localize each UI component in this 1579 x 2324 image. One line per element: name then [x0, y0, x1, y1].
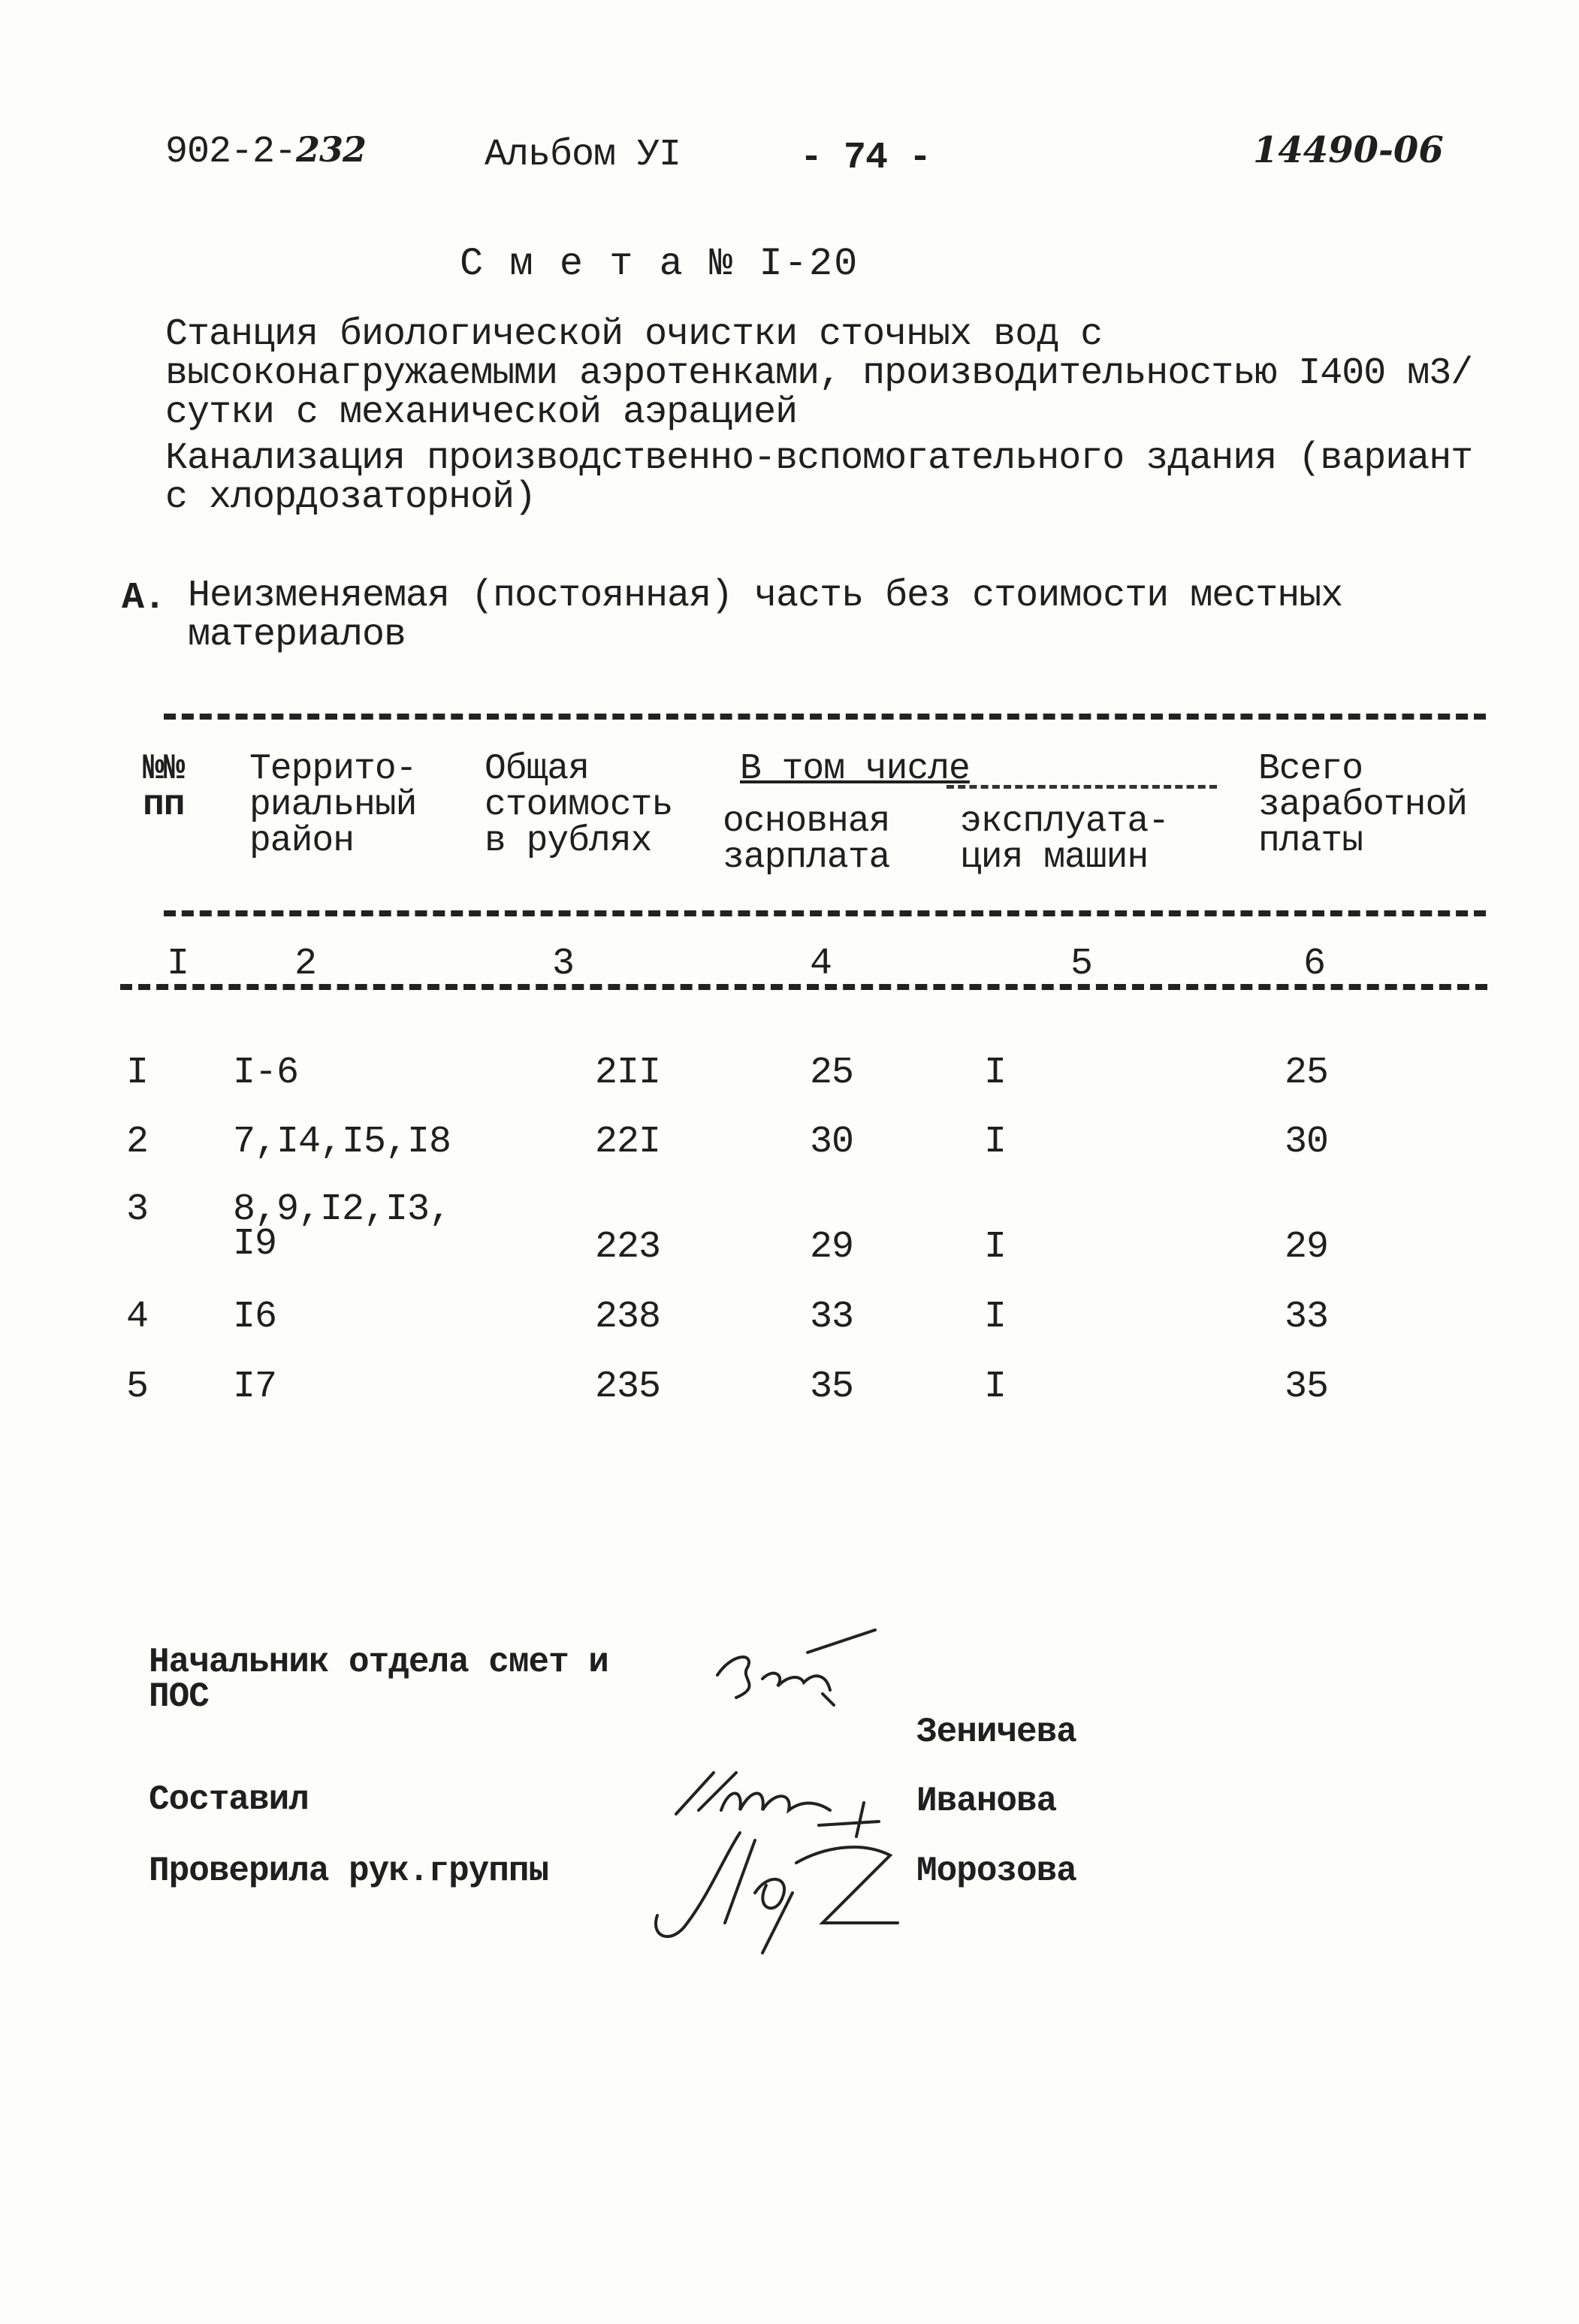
row3-num: 3	[126, 1188, 149, 1231]
row2-region: 7,I4,I5,I8	[233, 1121, 451, 1164]
signer-1-name: Зеничева	[916, 1713, 1076, 1752]
col-num-2: 2	[294, 943, 317, 985]
row1-region: I-6	[233, 1052, 299, 1094]
row3-salary: 29	[810, 1226, 854, 1269]
row2-total: 22I	[595, 1121, 661, 1164]
signature-3-handwritten	[642, 1810, 920, 1960]
row3-total: 223	[595, 1226, 661, 1269]
row4-total: 238	[595, 1296, 661, 1339]
row1-wage: 25	[1285, 1052, 1329, 1094]
col-num-4: 4	[810, 943, 832, 985]
project-description: Станция биологической очистки сточных вод с высоконагружаемыми аэротенками, производительностью I400 м3/сутки с механической аэрацией	[165, 313, 1473, 434]
col-num-rule	[120, 984, 1487, 990]
row4-wage: 33	[1285, 1296, 1329, 1339]
archive-number: 14490-06	[1253, 129, 1444, 171]
row1-salary: 25	[810, 1052, 854, 1094]
row5-total: 235	[595, 1366, 661, 1408]
signer-3-role: Проверила рук.группы	[149, 1852, 549, 1891]
including-rule	[946, 785, 1217, 789]
row2-machines: I	[984, 1121, 1007, 1164]
row5-num: 5	[126, 1366, 149, 1408]
row5-salary: 35	[810, 1366, 854, 1408]
project-code-hand: 232	[296, 129, 367, 170]
row5-wage: 35	[1285, 1366, 1329, 1408]
page-number: - 74 -	[800, 137, 931, 180]
row1-machines: I	[984, 1052, 1007, 1094]
row4-machines: I	[984, 1296, 1007, 1339]
page-title: С м е т а № I-20	[460, 242, 859, 286]
row1-num: I	[126, 1052, 149, 1094]
signer-3-name: Морозова	[916, 1852, 1076, 1891]
signer-1-role: Начальник отдела смет и ПОС	[149, 1643, 608, 1716]
row5-machines: I	[984, 1366, 1007, 1408]
row2-salary: 30	[810, 1121, 854, 1164]
row2-num: 2	[126, 1121, 149, 1164]
signer-2-name: Иванова	[916, 1782, 1057, 1821]
section-marker: А.	[122, 577, 166, 620]
header-including: В том числе	[740, 749, 970, 789]
row3-region-cont: I9	[233, 1223, 277, 1266]
header-total-wage: Всего заработной платы	[1258, 749, 1468, 862]
header-bottom-rule	[164, 910, 1486, 916]
table-top-rule	[164, 714, 1486, 720]
section-title: Неизменяемая (постоянная) часть без стоимости местных материалов	[188, 575, 1343, 656]
project-code: 902-2-232	[165, 129, 367, 174]
row2-wage: 30	[1285, 1121, 1329, 1164]
signature-1-handwritten	[702, 1622, 898, 1713]
row4-salary: 33	[810, 1296, 854, 1339]
album-label: Альбом УI	[485, 134, 681, 177]
header-num: №№ пп	[143, 749, 185, 825]
row3-machines: I	[984, 1226, 1007, 1269]
row5-region: I7	[233, 1366, 277, 1408]
signer-2-role: Составил	[149, 1780, 309, 1819]
object-subject: Канализация производственно-вспомогательного здания (вариант с хлордозаторной)	[165, 437, 1473, 519]
col-num-1: I	[167, 943, 189, 985]
header-region: Террито-риальный район	[249, 749, 417, 862]
header-machines: эксплуата-ция машин	[960, 801, 1170, 878]
row1-total: 2II	[595, 1052, 661, 1094]
row4-region: I6	[233, 1296, 277, 1339]
col-num-5: 5	[1070, 943, 1093, 985]
row3-wage: 29	[1285, 1226, 1329, 1269]
col-num-3: 3	[552, 943, 575, 985]
row4-num: 4	[126, 1296, 149, 1339]
col-num-6: 6	[1303, 943, 1326, 985]
header-salary: основная зарплата	[723, 801, 890, 878]
header-total-cost: Общая стоимость в рублях	[485, 749, 673, 862]
row3-region: 8,9,I2,I3,	[233, 1188, 451, 1231]
